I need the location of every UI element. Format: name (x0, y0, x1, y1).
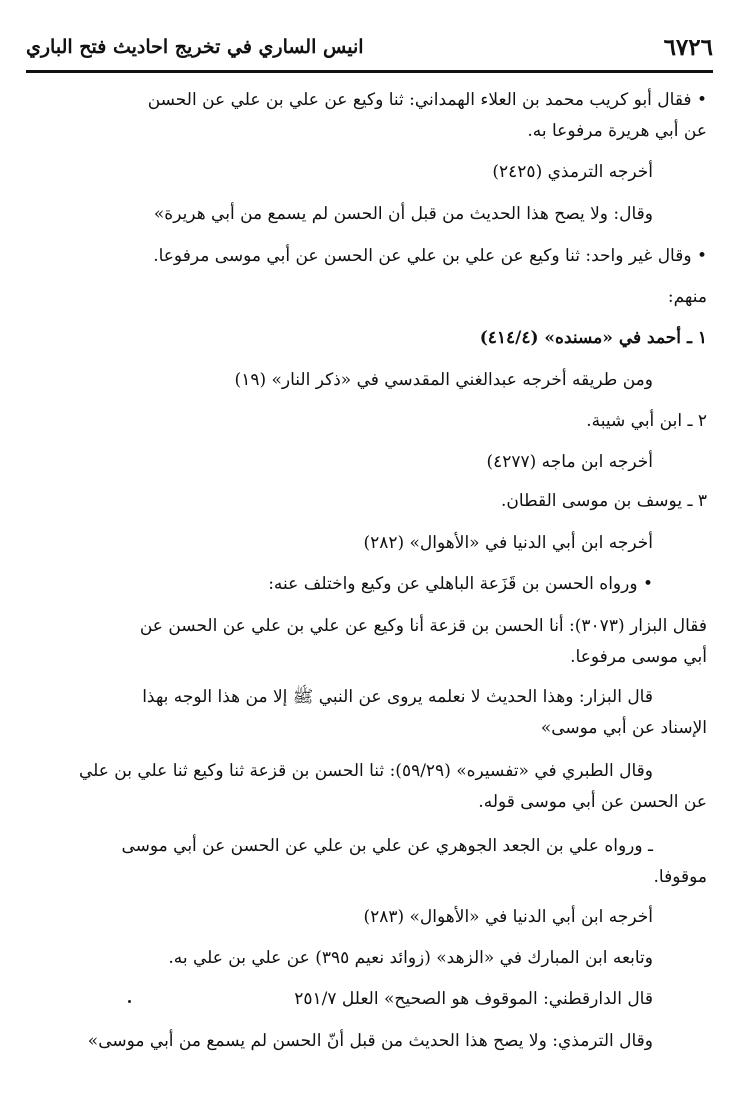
text-line: قال البزار: وهذا الحديث لا نعلمه يروى عن النبي ﷺ إلا من هذا الوجه بهذا (142, 687, 653, 707)
list-item-heading: ١ ـ أحمد في «مسنده» (٤١٤/٤) (479, 328, 707, 348)
text-line: وقال الترمذي: ولا يصح هذا الحديث من قبل أنّ الحسن لم يسمع من أبي موسى» (87, 1031, 653, 1051)
text-line: أخرجه ابن ماجه (٤٢٧٧) (486, 452, 653, 472)
text-line: وتابعه ابن المبارك في «الزهد» (زوائد نعيم ٣٩٥) عن علي بن علي به. (168, 948, 653, 968)
page-header (26, 32, 713, 73)
text-line: ـ ورواه علي بن الجعد الجوهري عن علي بن علي عن الحسن عن أبي موسى (121, 836, 653, 856)
text-line: عن الحسن عن أبي موسى قوله. (478, 792, 707, 812)
running-title: انيس الساري في تخريج احاديث فتح الباري (26, 36, 364, 58)
text-line: منهم: (667, 287, 707, 307)
page-number: ٦٧٢٦ (663, 34, 713, 61)
text-line: قال الدارقطني: الموقوف هو الصحيح» العلل ٢٥١/٧ (294, 989, 653, 1009)
ink-dot (128, 1000, 131, 1003)
text-line: موقوفا. (653, 867, 707, 887)
text-line: • وقال غير واحد: ثنا وكيع عن علي بن علي عن الحسن عن أبي موسى مرفوعا. (153, 246, 707, 266)
text-line: أخرجه ابن أبي الدنيا في «الأهوال» (٢٨٢) (363, 533, 653, 553)
list-item-heading: ٣ ـ يوسف بن موسى القطان. (501, 491, 707, 511)
text-line: فقال البزار (٣٠٧٣): أنا الحسن بن قزعة أنا وكيع عن علي بن علي عن الحسن عن (139, 616, 707, 636)
text-line: • ورواه الحسن بن قَزَعة الباهلي عن وكيع واختلف عنه: (268, 574, 653, 594)
text-line: أبي موسى مرفوعا. (570, 647, 707, 667)
text-line: وقال: ولا يصح هذا الحديث من قبل أن الحسن لم يسمع من أبي هريرة» (153, 204, 653, 224)
text-line: • فقال أبو كريب محمد بن العلاء الهمداني: ثنا وكيع عن علي بن علي عن الحسن (147, 90, 707, 110)
text-line: عن أبي هريرة مرفوعا به. (527, 121, 707, 141)
text-line: وقال الطبري في «تفسيره» (٥٩/٢٩): ثنا الحسن بن قزعة ثنا وكيع ثنا علي بن علي (78, 761, 653, 781)
list-item-heading: ٢ ـ ابن أبي شيبة. (586, 411, 707, 431)
text-line: ومن طريقه أخرجه عبدالغني المقدسي في «ذكر النار» (١٩) (234, 370, 653, 390)
text-line: أخرجه ابن أبي الدنيا في «الأهوال» (٢٨٣) (363, 907, 653, 927)
text-line: الإسناد عن أبي موسى» (540, 718, 707, 738)
text-line: أخرجه الترمذي (٢٤٢٥) (492, 162, 653, 182)
